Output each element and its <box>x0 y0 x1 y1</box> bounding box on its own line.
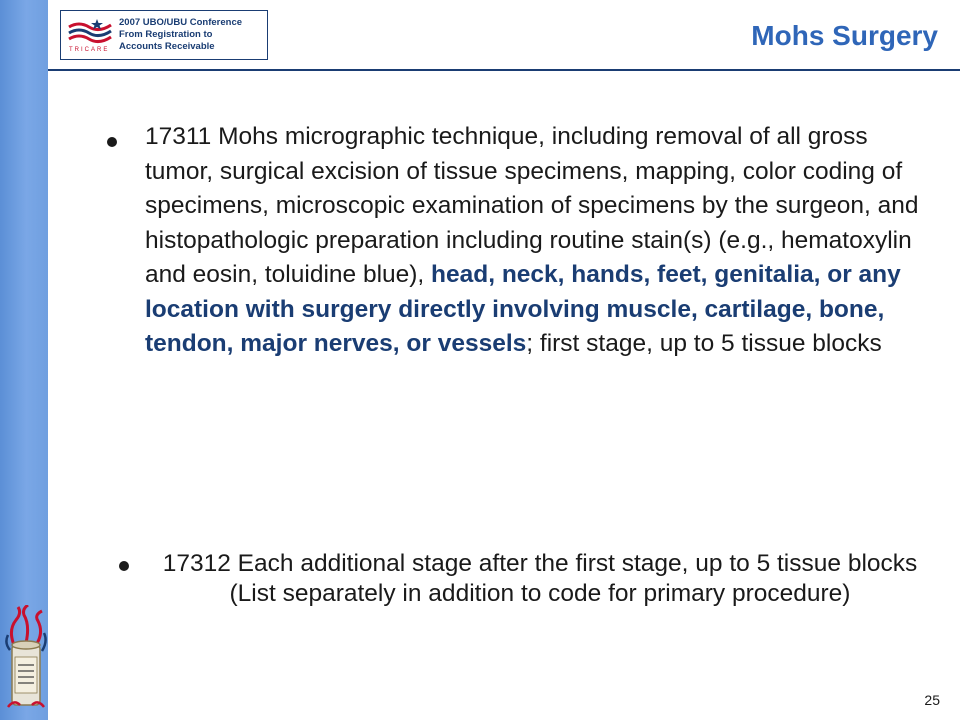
header-divider <box>48 69 960 71</box>
svg-text:TRICARE: TRICARE <box>69 47 110 53</box>
bullet-text-bold: head, neck, hands, feet, genitalia, or any location with surgery directly involving muscle, cartilage, bone, tendon, major nerves, or vessels <box>145 261 901 357</box>
bullet-dot-icon <box>119 561 129 571</box>
bullet-text-regular: 17311 Mohs micrographic technique, including removal of all gross tumor, surgical excision of tissue specimens, mapping, color coding of specimens, microscopic examination of specimens by the surgeon, and histopathologic preparation including routine stain(s) (e.g., hematoxylin and eosin, toluidine blue), <box>145 123 919 288</box>
logo-line-3: Accounts Receivable <box>119 41 215 52</box>
bullet-item-17311 <box>105 120 925 362</box>
bullet-text: 17312 Each additional stage after the first stage, up to 5 tissue blocks (List separately in addition to code for primary procedure) <box>162 550 918 607</box>
bullet-text <box>145 120 925 362</box>
slide-title: Mohs Surgery <box>751 20 938 51</box>
conference-logo <box>60 10 268 60</box>
tricare-flag-logo-icon <box>67 17 115 55</box>
bullet-dot-icon <box>107 137 117 147</box>
page-number: 25 <box>924 692 940 708</box>
logo-line-2: From Registration to <box>119 29 213 40</box>
logo-text <box>119 17 265 53</box>
bullet-item-17312 <box>105 549 935 609</box>
bullet-text-tail: ; first stage, up to 5 tissue blocks <box>526 330 882 357</box>
whole-can-of-worms-mascot-icon <box>4 605 48 715</box>
logo-line-1: 2007 UBO/UBU Conference <box>119 17 243 28</box>
